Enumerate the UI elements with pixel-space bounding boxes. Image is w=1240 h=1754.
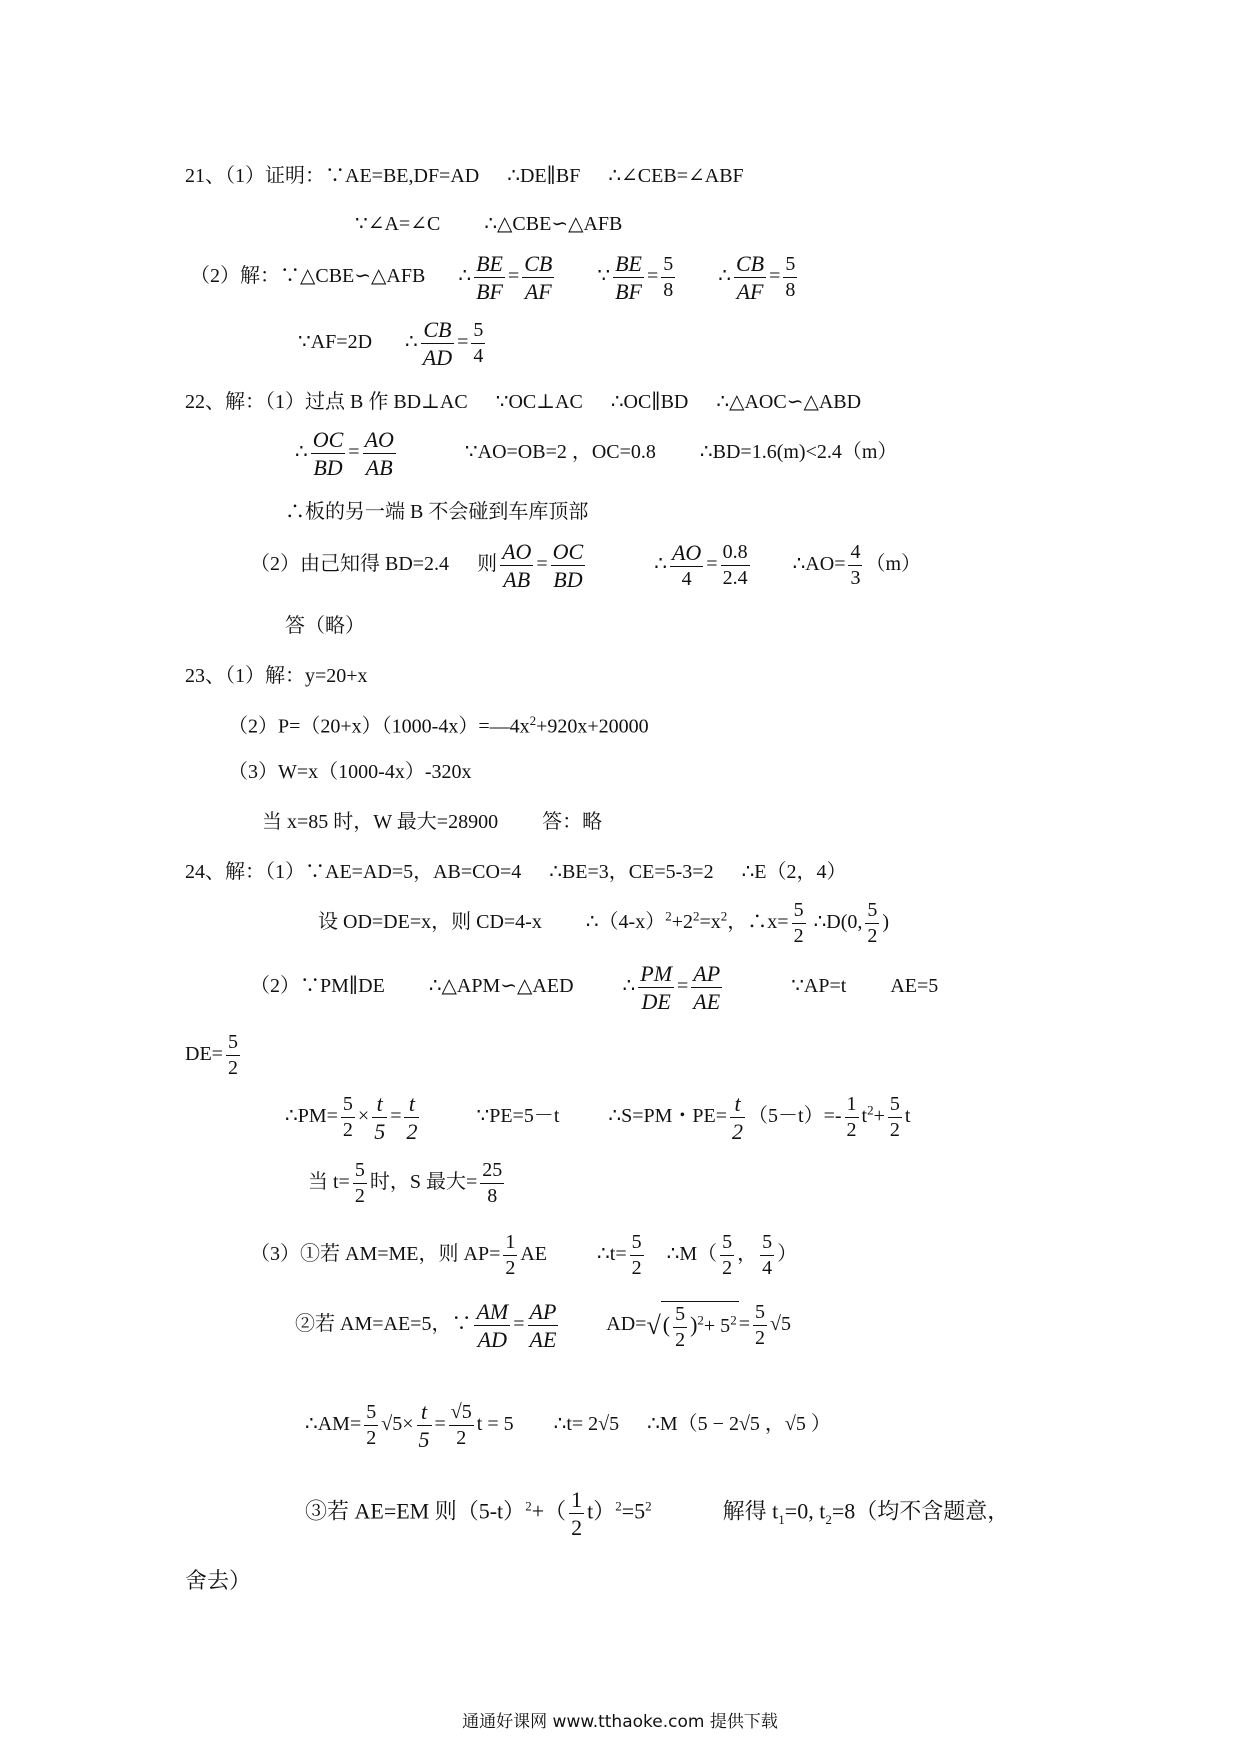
fraction: $\frac{1}{2}$ <box>846 1093 857 1142</box>
q21-line4: ∵AF=2D ∴ $\frac{CB}{AD}$ = $\frac{5}{4}$ <box>298 317 484 371</box>
fraction: $\frac{CB}{AF}$ <box>524 251 553 305</box>
fraction: $\frac{5}{2}$ <box>227 1031 238 1079</box>
fraction: $\frac{CB}{AD}$ <box>422 317 453 371</box>
q24-line11: 舍去） <box>185 1568 252 1593</box>
fraction: $\frac{1}{2}$ <box>571 1487 583 1541</box>
fraction: $\frac{BE}{BF}$ <box>615 251 642 305</box>
q21-line3: （2）解：∵△CBE∽△AFB ∴ $\frac{BE}{BF}$ = $\frac{CB}{AF}$ ∵ $\frac{BE}{BF}$ = $\frac{5}{8}$ ∴ $\frac{CB}{AF}$ = $\frac{5}{8}$ <box>190 251 796 305</box>
fraction: $\frac{5}{2}$ <box>631 1231 642 1279</box>
fraction: $\frac{5}{4}$ <box>762 1231 773 1279</box>
footer-text: 通通好课网 www.tthaoke.com 提供下载 <box>462 1712 778 1732</box>
q21-line2: ∵∠A=∠C ∴△CBE∽△AFB <box>355 213 623 235</box>
fraction: $\frac{t}{5}$ <box>418 1399 430 1453</box>
q24-line3: （2）∵PM∥DE ∴△APM∽△AED ∴ $\frac{PM}{DE}$ = $\frac{AP}{AE}$ ∵AP=t AE=5 <box>250 961 939 1015</box>
fraction: $\frac{5}{2}$ <box>342 1093 353 1142</box>
fraction: $\frac{5}{2}$ <box>754 1301 765 1350</box>
q23-line4: 当 x=85 时，W 最大=28900 答：略 <box>262 811 603 833</box>
fraction: $\frac{PM}{DE}$ <box>640 961 673 1015</box>
fraction: $\frac{5}{2}$ <box>867 899 878 947</box>
q23-line1: 23、（1）解：y=20+x <box>185 665 368 687</box>
fraction: $\frac{5}{4}$ <box>473 319 484 368</box>
q24-line6: 当 t= $\frac{5}{2}$ 时，S 最大= $\frac{25}{8}$ <box>308 1159 503 1207</box>
fraction: $\frac{t}{2}$ <box>732 1091 744 1145</box>
q24-line2: 设 OD=DE=x，则 CD=4-x $\therefore(4-x)^2+2^2=x^2$，∴x= $\frac{5}{2}$ ∴D(0, $\frac{5}{2}$ ) <box>318 899 890 947</box>
fraction: $\frac{t}{2}$ <box>406 1091 418 1145</box>
q23-line3: （3）W=x（1000-4x）-320x <box>228 761 472 783</box>
q24-line8: ②若 AM=AE=5，∵ $\frac{AM}{AD}$ = $\frac{AP}{AE}$ AD=√( $\frac{5}{2}$ )$^2+ 5^2$ = $\frac{5}{2}$ √5 <box>295 1299 791 1353</box>
fraction: $\frac{AO}{4}$ <box>671 540 702 591</box>
q21-line1: 21、（1）证明：∵AE=BE,DF=AD ∴DE∥BF ∴∠CEB=∠ABF <box>185 165 744 187</box>
q24-line10: ③若 AE=EM 则$(5-t)^2+$（ $\frac{1}{2}$ $t)^2=5^2$ 解得 $t_1=0$, $t_2=8$（均不含题意， <box>305 1487 1010 1541</box>
q22-line5: 答（略） <box>285 615 365 637</box>
q22-line4: （2）由己知得 BD=2.4 则 $\frac{AO}{AB}$ = $\frac{OC}{BD}$ ∴ $\frac{AO}{4}$ = $\frac{0.8}{2.4}$ ∴AO= $\frac{4}{3}$ （m） <box>250 539 922 593</box>
fraction: $\frac{4}{3}$ <box>850 541 861 590</box>
fraction: $\frac{√5}{2}$ <box>450 1401 472 1450</box>
fraction: $\frac{5}{2}$ <box>354 1159 365 1207</box>
fraction: $\frac{5}{2}$ <box>675 1302 686 1351</box>
fraction: $\frac{5}{2}$ <box>793 899 804 947</box>
fraction: $\frac{OC}{BD}$ <box>312 427 344 481</box>
q24-line4: DE= $\frac{5}{2}$ <box>185 1031 238 1079</box>
fraction: $\frac{CB}{AF}$ <box>736 251 765 305</box>
square-root: √( $\frac{5}{2}$ )$^2+ 5^2$ <box>646 1302 737 1351</box>
fraction: $\frac{0.8}{2.4}$ <box>722 541 748 590</box>
fraction: $\frac{OC}{BD}$ <box>552 539 584 593</box>
q24-line1: 24、解：（1）∵AE=AD=5，AB=CO=4 ∴BE=3，CE=5-3=2 ∴E（2，4） <box>185 861 847 883</box>
fraction: $\frac{AM}{AD}$ <box>476 1299 509 1353</box>
q22-line2: ∴ $\frac{OC}{BD}$ = $\frac{AO}{AB}$ ∵AO=OB=2 ，OC=0.8 ∴BD=1.6(m)<2.4（m） <box>295 427 898 481</box>
q24-line7: （3）①若 AM=ME，则 AP= $\frac{1}{2}$ AE ∴t= $\frac{5}{2}$ ∴M（ $\frac{5}{2}$ ， $\frac{5}{4}$ ） <box>250 1231 798 1279</box>
fraction: $\frac{5}{2}$ <box>889 1093 900 1142</box>
fraction: $\frac{AP}{AE}$ <box>529 1299 557 1353</box>
q24-line9: ∴AM= $\frac{5}{2}$ √5× $\frac{t}{5}$ = $\frac{√5}{2}$ t = 5 ∴t= 2√5 ∴M（5 − 2√5 ，√5 ） <box>305 1399 831 1453</box>
q22-line3: ∴板的另一端 B 不会碰到车库顶部 <box>285 501 589 523</box>
fraction: $\frac{t}{5}$ <box>374 1091 386 1145</box>
fraction: $\frac{AP}{AE}$ <box>693 961 721 1015</box>
fraction: $\frac{5}{2}$ <box>722 1231 733 1279</box>
q22-line1: 22、解：（1）过点 B 作 BD⊥AC ∵OC⊥AC ∴OC∥BD ∴△AOC∽△ABD <box>185 391 862 413</box>
q23-line2: $(2)P=(20+x)(1000-4x)=—4x^2+920x+20000$ <box>228 713 649 738</box>
fraction: $\frac{5}{8}$ <box>785 253 796 302</box>
fraction: $\frac{1}{2}$ <box>505 1231 516 1279</box>
fraction: $\frac{AO}{AB}$ <box>364 427 394 481</box>
fraction: $\frac{5}{2}$ <box>366 1401 377 1450</box>
q24-line5: ∴PM= $\frac{5}{2}$ × $\frac{t}{5}$ = $\frac{t}{2}$ ∵PE=5－t ∴S=PM・PE= $\frac{t}{2}$ （5－t）=- $\frac{1}{2}$ $t^2+$ $\frac{5}{2}$ t <box>285 1091 911 1145</box>
fraction: $\frac{25}{8}$ <box>482 1159 503 1207</box>
fraction: $\frac{AO}{AB}$ <box>502 539 532 593</box>
fraction: $\frac{BE}{BF}$ <box>476 251 503 305</box>
fraction: $\frac{5}{8}$ <box>663 253 674 302</box>
